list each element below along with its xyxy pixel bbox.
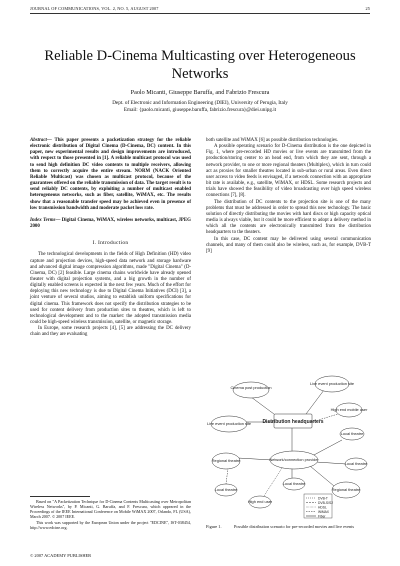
link-provider-to-user — [264, 468, 282, 496]
legend-fiber: Fiber — [318, 514, 326, 519]
copyright: © 2007 ACADEMY PUBLISHER — [30, 553, 92, 558]
footnote-rule — [30, 496, 90, 497]
index-terms — [30, 218, 191, 230]
abstract-lead: Abstract — [30, 138, 47, 143]
label-local-theatre-l: Local theatre — [214, 487, 238, 492]
body-paragraph: In this case, DC content may be delivered using several communication channels, and many of them could also be wireless, such as, for example, DVB-T [9] — [206, 236, 371, 254]
index-terms-text: — Digital Cinema, WiMAX, wireless networks, multicast, JPEG 2000 — [30, 217, 191, 230]
link-provider-to-regional-left — [238, 458, 272, 460]
label-live-event-left: Live event production site — [206, 421, 252, 426]
section-title-introduction: I. Introduction — [92, 240, 129, 247]
abstract — [30, 138, 191, 212]
right-column — [206, 138, 371, 255]
distribution-scenario-diagram — [206, 372, 371, 522]
link-regional-to-local-l — [226, 468, 228, 484]
intro-paragraph: The technological developments in the fields of High Definition (HD) video capture and projection devices, high-speed data network and storage hardware and advanced digital image compression algorithms, made "Digital Cinema" (D-Cinema, DC) [2] feasible. Large cinema chains worldwide have already opened theater with digital projection systems, and a big growth in the number of digitally enabled screens is expected in the next few years. Much of the effort for deploying this new technology is due to Digital Cinema Initiatives (DCI) [3], a joint venture of several studios, aiming to establish uniform specifications for digital cinema. This framework does not specify the distribution strategies to be used for content delivery from production sites to theatres, which is left to technological development and to the market: the adopted transmission media could be high-speed wireless transmission, satellite, or magnetic storage. — [30, 252, 191, 326]
label-live-event-top: Live event production site — [309, 381, 355, 386]
email: Email: {paolo.micanti, giuseppe.baruffa, fabrizio.frescura}@diei.unipg.it — [123, 107, 277, 113]
authors: Paolo Micanti, Giuseppe Baruffa, and Fabrizio Frescura — [130, 89, 270, 96]
journal-header: JOURNAL OF COMMUNICATIONS, VOL. 2, NO. 5, AUGUST 2007 — [30, 6, 159, 11]
footnotes — [30, 499, 191, 531]
label-high-end-mobile: High end mobile user — [330, 407, 368, 412]
link-live-top-to-hq — [306, 390, 324, 414]
legend-wimax: WiMAX — [318, 509, 329, 514]
header-rule — [30, 13, 370, 14]
label-cinema-post-text: Cinema post production — [230, 385, 272, 390]
body-paragraph: The distribution of DC contents to the projection site is one of the many problems that must be addressed in order to spread this new technology. The basic solution of directly distributing the movies with hard discs or high capacity optical media is always viable, but it could be more efficient to adopt a delivery method in which all the contents are electronically transmitted from the distribution headquarters to the theaters. — [206, 199, 371, 236]
label-high-end-user: High end user — [247, 499, 273, 504]
running-header — [30, 6, 370, 11]
index-terms-lead: Index Terms — [30, 217, 56, 223]
label-local-theatre-r1: Local theatre — [340, 431, 364, 436]
caption-text: Possible distribution scenario for pre-recorded movies and live events — [234, 524, 355, 529]
affiliation-block — [40, 100, 360, 114]
intro-paragraph: In Europe, some research projects [4], [5] are addressing the DC delivery chain and they are evaluating — [30, 326, 191, 338]
legend-dvbt: DVB-T — [318, 496, 328, 501]
label-network-provider: Network/connection provider — [269, 457, 319, 462]
body-paragraph: both satellite and WiMAX [6] as possible distribution technologies. — [206, 138, 339, 143]
link-provider-to-local-r1 — [312, 440, 342, 456]
figure-1 — [206, 372, 371, 532]
label-local-theatre-c: Local theatre — [282, 481, 306, 486]
link-cinema-to-hq — [251, 397, 278, 417]
link-provider-to-local-r2 — [316, 462, 346, 464]
page-number: 25 — [365, 6, 370, 11]
figure-caption — [206, 524, 371, 529]
body-paragraph: A possible operating scenario for D-Cinema distribution is the one depicted in Fig. 1, where pre-recorded HD movies or live events are transmitted from the production/storing center to an head end, from which they are sent, through a network provider, to one or more regional theaters (Multiplex), which in turn could act as proxies for smaller theatres located in sub-urban or rural areas. Even direct user access to video feeds is envisaged, if a network connection with an appropriate bit rate is available, e.g., satellite, WiMAX, or HDSL. Some research projects and trials have showed the feasibility of video broadcasting over high speed wireless connections [7], [8]. — [206, 144, 371, 199]
footnote: This work was supported by the European Union under the project "EDCINE", IST-038454, http://www.edcine.org. — [30, 519, 191, 530]
link-provider-to-regional-right — [310, 466, 334, 486]
abstract-text: — This paper presents a packetization strategy for the reliable electronic distribution of Digital Cinema (D-Cinema, DC) content. In this paper, new experimental results and design improvements are introduced, with respect to those presented in [1]. A reliable multicast protocol was used to send high definition DC video contents to multiple receivers, allowing them to correctly acquire the entire stream. NORM (NACK Oriented Reliable Multicast) was chosen as multicast protocol, because of the guarantees offered on the reliable transmission of data. The target result is to send reliably DC contents, by exploiting a number of multicast enabled heterogeneous networks, such as fiber, satellite, WiMAX, etc. The results show that a reasonable transfer speed may be achieved even in presence of low transmission bandwidth and moderate packet loss rate. — [30, 138, 191, 211]
affiliation: Dept. of Electronic and Information Engineering (DIEI), University of Perugia, Italy — [112, 100, 288, 106]
label-regional-right: Regional theatre — [331, 487, 361, 492]
label-cinema-post — [230, 385, 271, 390]
footnote: Based on "A Packetization Technique for D-Cinema Contents Multicasting over Metropolitan Wireless Networks", by P. Micanti, G. Baruffa, and F. Frescura, which appeared in the Proceedings of the IEEE International Conference on Mobile WiMAX 2007, Orlando, FL (USA), March 2007. © 2007 IEEE. — [30, 499, 191, 520]
label-local-theatre-r2: Local theatre — [344, 461, 368, 466]
label-distribution-hq: Distribution headquarters — [262, 419, 324, 425]
paper-title: Reliable D-Cinema Multicasting over Heterogeneous Networks — [44, 48, 356, 82]
diagram-legend — [304, 494, 333, 518]
label-regional-left: Regional theatre — [211, 458, 241, 463]
legend-hdsl: HDSL — [318, 505, 327, 510]
caption-label: Figure 1. — [206, 524, 222, 529]
left-column — [30, 138, 191, 339]
legend-dvbs: DVB-S/S2 — [318, 500, 334, 505]
